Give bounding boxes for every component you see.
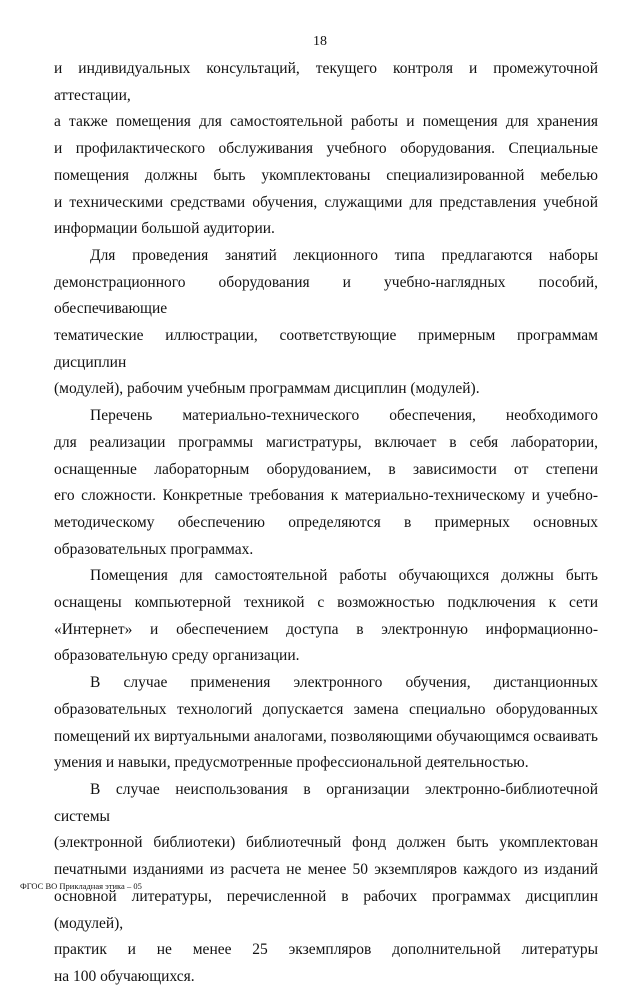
text-line: на 100 обучающихся. xyxy=(54,967,195,985)
text-line: «Интернет» и обеспечением доступа в электронную информационно- xyxy=(54,620,598,638)
text-line: оснащенные лабораторным оборудованием, в зависимости от степени xyxy=(54,460,598,478)
text-line: Перечень материально-технического обеспечения, необходимого xyxy=(90,407,598,425)
text-line: оснащены компьютерной техникой с возможностью подключения к сети xyxy=(54,594,598,612)
text-line: его сложности. Конкретные требования к материально-техническому и учебно- xyxy=(54,487,598,505)
text-line: (модулей), рабочим учебным программам дисциплин (модулей). xyxy=(54,380,480,398)
text-line: информации большой аудитории. xyxy=(54,220,275,238)
text-line: В случае неиспользования в организации электронно-библиотечной системы xyxy=(54,780,598,825)
text-line: практик и не менее 25 экземпляров дополнительной литературы xyxy=(54,941,598,959)
text-line: образовательную среду организации. xyxy=(54,647,300,665)
text-line: (электронной библиотеки) библиотечный фонд должен быть укомплектован xyxy=(54,834,598,852)
text-line: образовательных программах. xyxy=(54,540,254,558)
footer-text: ФГОС ВО Прикладная этика – 05 xyxy=(20,881,142,891)
text-line: умения и навыки, предусмотренные профессиональной деятельностью. xyxy=(54,754,529,772)
text-line: и техническими средствами обучения, служащими для представления учебной xyxy=(54,193,598,211)
text-line: и профилактического обслуживания учебного оборудования. Специальные xyxy=(54,140,598,158)
text-line: основной литературы, перечисленной в рабочих программах дисциплин (модулей), xyxy=(54,887,598,932)
text-line: образовательных технологий допускается замена специально оборудованных xyxy=(54,700,598,718)
text-line: помещения должны быть укомплектованы специализированной мебелью xyxy=(54,166,598,184)
text-line: методическому обеспечению определяются в примерных основных xyxy=(54,513,598,531)
text-line: помещений их виртуальными аналогами, позволяющими обучающимся осваивать xyxy=(54,727,598,745)
text-line: Помещения для самостоятельной работы обучающихся должны быть xyxy=(90,567,598,585)
text-line: демонстрационного оборудования и учебно-наглядных пособий, обеспечивающие xyxy=(54,273,598,318)
text-line: а также помещения для самостоятельной работы и помещения для хранения xyxy=(54,113,598,131)
text-line: Для проведения занятий лекционного типа предлагаются наборы xyxy=(90,246,598,264)
text-line: для реализации программы магистратуры, включает в себя лаборатории, xyxy=(54,433,598,451)
text-line: В случае применения электронного обучения, дистанционных xyxy=(90,674,598,692)
text-line: тематические иллюстрации, соответствующие примерным программам дисциплин xyxy=(54,327,598,371)
document-body xyxy=(54,56,598,991)
text-line: и индивидуальных консультаций, текущего контроля и промежуточной аттестации, xyxy=(54,60,598,104)
text-line: печатными изданиями из расчета не менее 50 экземпляров каждого из изданий xyxy=(54,861,598,879)
page-number: 18 xyxy=(313,34,327,49)
